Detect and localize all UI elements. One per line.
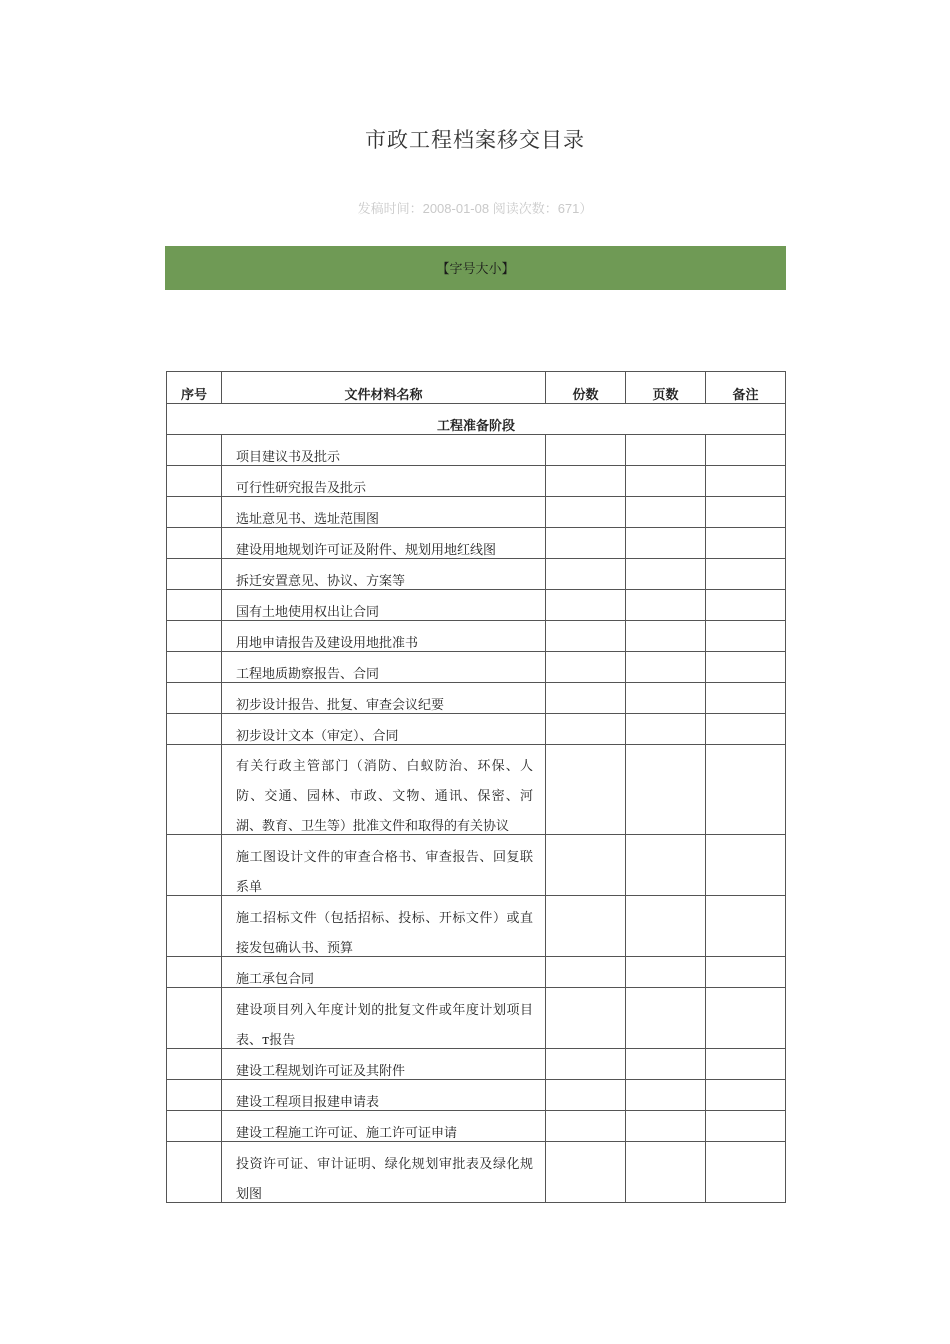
row-label: 有关行政主管部门（消防、白蚁防治、环保、人防、交通、园林、市政、文物、通讯、保密、河湖、教育、卫生等）批准文件和取得的有关协议 [236,759,533,834]
cell-copies [546,745,626,835]
cell-pages [626,957,706,988]
cell-copies [546,1142,626,1203]
stage-row [167,404,786,435]
row-label: 用地申请报告及建设用地批准书 [236,636,419,651]
cell-copies [546,466,626,497]
cell-copies [546,683,626,714]
cell-no [167,988,222,1049]
cell-copies [546,714,626,745]
table-header-row [167,372,786,404]
row-label: 施工图设计文件的审查合格书、审查报告、回复联系单 [236,850,533,895]
cell-copies [546,435,626,466]
cell-no [167,528,222,559]
table-row [167,745,786,835]
cell-copies [546,988,626,1049]
cell-copies [546,590,626,621]
cell-no [167,1080,222,1111]
cell-copies [546,896,626,957]
cell-note [706,957,786,988]
row-label: 投资许可证、审计证明、绿化规划审批表及绿化规划图 [236,1157,533,1202]
cell-name [222,896,546,957]
cell-pages [626,528,706,559]
cell-pages [626,621,706,652]
cell-pages [626,1049,706,1080]
table-row [167,988,786,1049]
stage-title: 工程准备阶段 [167,404,786,435]
cell-name [222,988,546,1049]
header-pages: 页数 [626,372,706,404]
cell-pages [626,435,706,466]
row-label: 建设项目列入年度计划的批复文件或年度计划项目表、т报告 [236,1003,533,1048]
cell-no [167,957,222,988]
cell-note [706,683,786,714]
row-label: 初步设计报告、批复、审查会议纪要 [236,698,445,713]
cell-no [167,466,222,497]
cell-no [167,896,222,957]
row-label: 工程地质勘察报告、合同 [236,667,380,682]
header-note: 备注 [706,372,786,404]
cell-no [167,559,222,590]
row-label: 拆迁安置意见、协议、方案等 [236,574,406,589]
cell-note [706,835,786,896]
row-label: 项目建议书及批示 [236,450,341,465]
cell-pages [626,559,706,590]
cell-no [167,652,222,683]
cell-no [167,1142,222,1203]
cell-note [706,714,786,745]
cell-no [167,621,222,652]
row-label: 建设工程项目报建申请表 [236,1095,380,1110]
cell-note [706,1111,786,1142]
row-label: 国有土地使用权出让合同 [236,605,380,620]
header-no: 序号 [167,372,222,404]
cell-no [167,435,222,466]
table-row [167,1142,786,1203]
cell-note [706,988,786,1049]
font-size-link[interactable]: 【字号大小】 [436,262,515,277]
cell-no [167,714,222,745]
archive-table [166,371,786,1203]
table-row [167,435,786,466]
cell-pages [626,652,706,683]
cell-pages [626,683,706,714]
cell-no [167,745,222,835]
cell-note [706,435,786,466]
row-label: 施工招标文件（包括招标、投标、开标文件）或直接发包确认书、预算 [236,911,533,956]
cell-no [167,1049,222,1080]
cell-note [706,652,786,683]
header-copies: 份数 [546,372,626,404]
cell-note [706,466,786,497]
cell-copies [546,528,626,559]
cell-no [167,835,222,896]
cell-note [706,528,786,559]
row-label: 选址意见书、选址范围图 [236,512,380,527]
cell-note [706,590,786,621]
cell-copies [546,957,626,988]
row-label: 可行性研究报告及批示 [236,481,367,496]
cell-no [167,683,222,714]
cell-copies [546,835,626,896]
cell-note [706,497,786,528]
table-row [167,896,786,957]
page-title: 市政工程档案移交目录 [365,128,585,152]
cell-note [706,896,786,957]
header-name: 文件材料名称 [222,372,546,404]
cell-no [167,497,222,528]
cell-note [706,559,786,590]
cell-name [222,745,546,835]
cell-copies [546,1080,626,1111]
cell-pages [626,1111,706,1142]
cell-copies [546,1111,626,1142]
cell-note [706,621,786,652]
cell-name [222,435,546,466]
cell-pages [626,1142,706,1203]
cell-copies [546,559,626,590]
cell-no [167,1111,222,1142]
cell-pages [626,896,706,957]
cell-pages [626,714,706,745]
cell-note [706,745,786,835]
cell-pages [626,1080,706,1111]
cell-pages [626,835,706,896]
cell-pages [626,590,706,621]
cell-no [167,590,222,621]
cell-note [706,1080,786,1111]
cell-name [222,1142,546,1203]
row-label: 初步设计文本（审定）、合同 [236,729,399,744]
cell-copies [546,652,626,683]
publish-meta: 发稿时间：2008-01-08 阅读次数：671） [357,201,593,216]
cell-note [706,1142,786,1203]
cell-copies [546,1049,626,1080]
cell-copies [546,497,626,528]
row-label: 建设工程规划许可证及其附件 [236,1064,406,1079]
cell-pages [626,745,706,835]
cell-pages [626,988,706,1049]
cell-pages [626,497,706,528]
row-label: 建设用地规划许可证及附件、规划用地红线图 [236,543,497,558]
cell-name [222,835,546,896]
cell-pages [626,466,706,497]
cell-copies [546,621,626,652]
row-label: 建设工程施工许可证、施工许可证申请 [236,1126,458,1141]
row-label: 施工承包合同 [236,972,315,987]
table-row [167,835,786,896]
cell-note [706,1049,786,1080]
font-size-bar[interactable] [165,246,786,290]
